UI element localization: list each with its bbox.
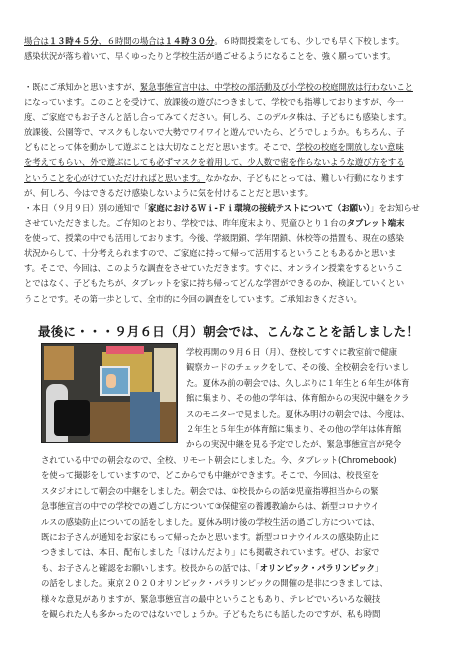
item-wifi-test: ・本日（９月９日）別の通知で「家庭におけるＷｉ-Ｆｉ環境の接続テストについて（お願い）」をお知らせ させていただきました。ご存知のとおり、学校では、昨年度末より、児童ひとり１台のタブレット端末 を使って、授業の中でも活用しております。今後、学級閉鎖、学年閉鎖、休校等の措置も、現在の感染 状況からして、十分考えられますので、ご家庭に持って帰って活用するということもあるかと思いま す。そこで、今回は、このような調査をさせていただきます。すぐに、オンライン授業をするというこ とではなく、子どもたちが、タブレットを家に持ち帰ってどんな学習ができるのか、検証していくとい うことです。その第一歩として、全市的に今回の調査をしています。ご承知おきください。 (24, 203, 420, 304)
intro-paragraph (24, 34, 450, 64)
item-after-school-play: ・既にご承知かと思いますが、緊急事態宣言中は、中学校の部活動及び小学校の校庭開放は行わないこと になっています。このことを受けて、放課後の遊びにつきまして、学校でも指導しておりますが、今一 度、ご家庭でもお子さんと話し合ってみてください。何しろ、このデルタ株は、子どもにも感染します。 放課後、公園等で、マスクもしないで大勢でワイワイと遊んでいたら、どうでしょうか。もちろん、子 どもにとって体を動かして遊ぶことは大切なことだと思います。そこで、学校の校庭を開放しない意味 を考えてもらい、外で遊ぶにしても必ずマスクを着用して、少人数で密を作らないような遊び方をする ということを心がけていただければと思います。なかなか、子どもにとっては、難しい行動になります が、何しろ、今はできるだけ感染しないように気を付けることだと思います。 (24, 82, 413, 198)
assembly-photo (41, 343, 178, 443)
section-heading: 最後に・・・９月６日（月）朝会では、こんなことを話しました！ (38, 324, 420, 339)
chair-shape (130, 392, 160, 442)
sign-shape (106, 346, 144, 354)
assembly-paragraph-right: 学校再開の９月６日（月）、登校してすぐに教室前で健康 観察カードのチェックをして、その後、全校朝会を行いまし た。夏休み前の朝会では、久しぶりに１年生と６年生が体育 館に集まり、その他の学年は、体育館からの実況中継をクラ スのモニターで見ました。夏休み明けの朝会では、今度は、 ２年生と５年生が体育館に集まり、その他の学年は体育館 からの実況中継を見る予定でしたが、緊急事態宣言が発令 (186, 347, 410, 450)
intro-line-1: 場合は１３時４５分、６時間の場合は１４時３０分。６時間授業をしても、少しでも早く下校します。 (24, 36, 404, 46)
poster-shape (44, 346, 74, 380)
assembly-paragraph-full: されている中での朝会なので、全校、リモート朝会にしました。今、タブレット(Chromebook) を使って撮影をしていますので、どこからでも中継ができます。そこで、今回は、校長室を スタジオにして朝会の中継をしました。朝会では、①校長からの話②児童指導担当からの緊 急事態宣言の中での学校での過ごし方について③保健室の養護教諭からは、新型コロナウイ ルスの感染防止についての話をしました。夏休み明け後の学校生活の過ごし方については、 既にお子さんが通知をお家にもって帰ったかと思います。新型コロナウイルスの感染防止に つきましては、本日、配布しました「ほけんだより」にも掲載されています。ぜひ、お家で も、お子さんと確認をお願いします。校長からの話では、「オリンピック・パラリンピック」 の話をしました。東京２０２０オリンピック・パラリンピックの開催の是非につきましては、 様々な意見がありますが、緊急事態宣言の最中ということもあり、テレビでいろいろな競技 を観られた人も多かったのではないでしょうか。子どもたちにも話したのですが、私も時間 (41, 455, 397, 620)
child-on-screen-shape (106, 374, 116, 388)
intro-line-2: 感染状況が落ち着いて、早くゆったりと学校生活が過ごせるようになることを、強く願っています。 (24, 51, 396, 62)
camera-icon (54, 400, 90, 436)
